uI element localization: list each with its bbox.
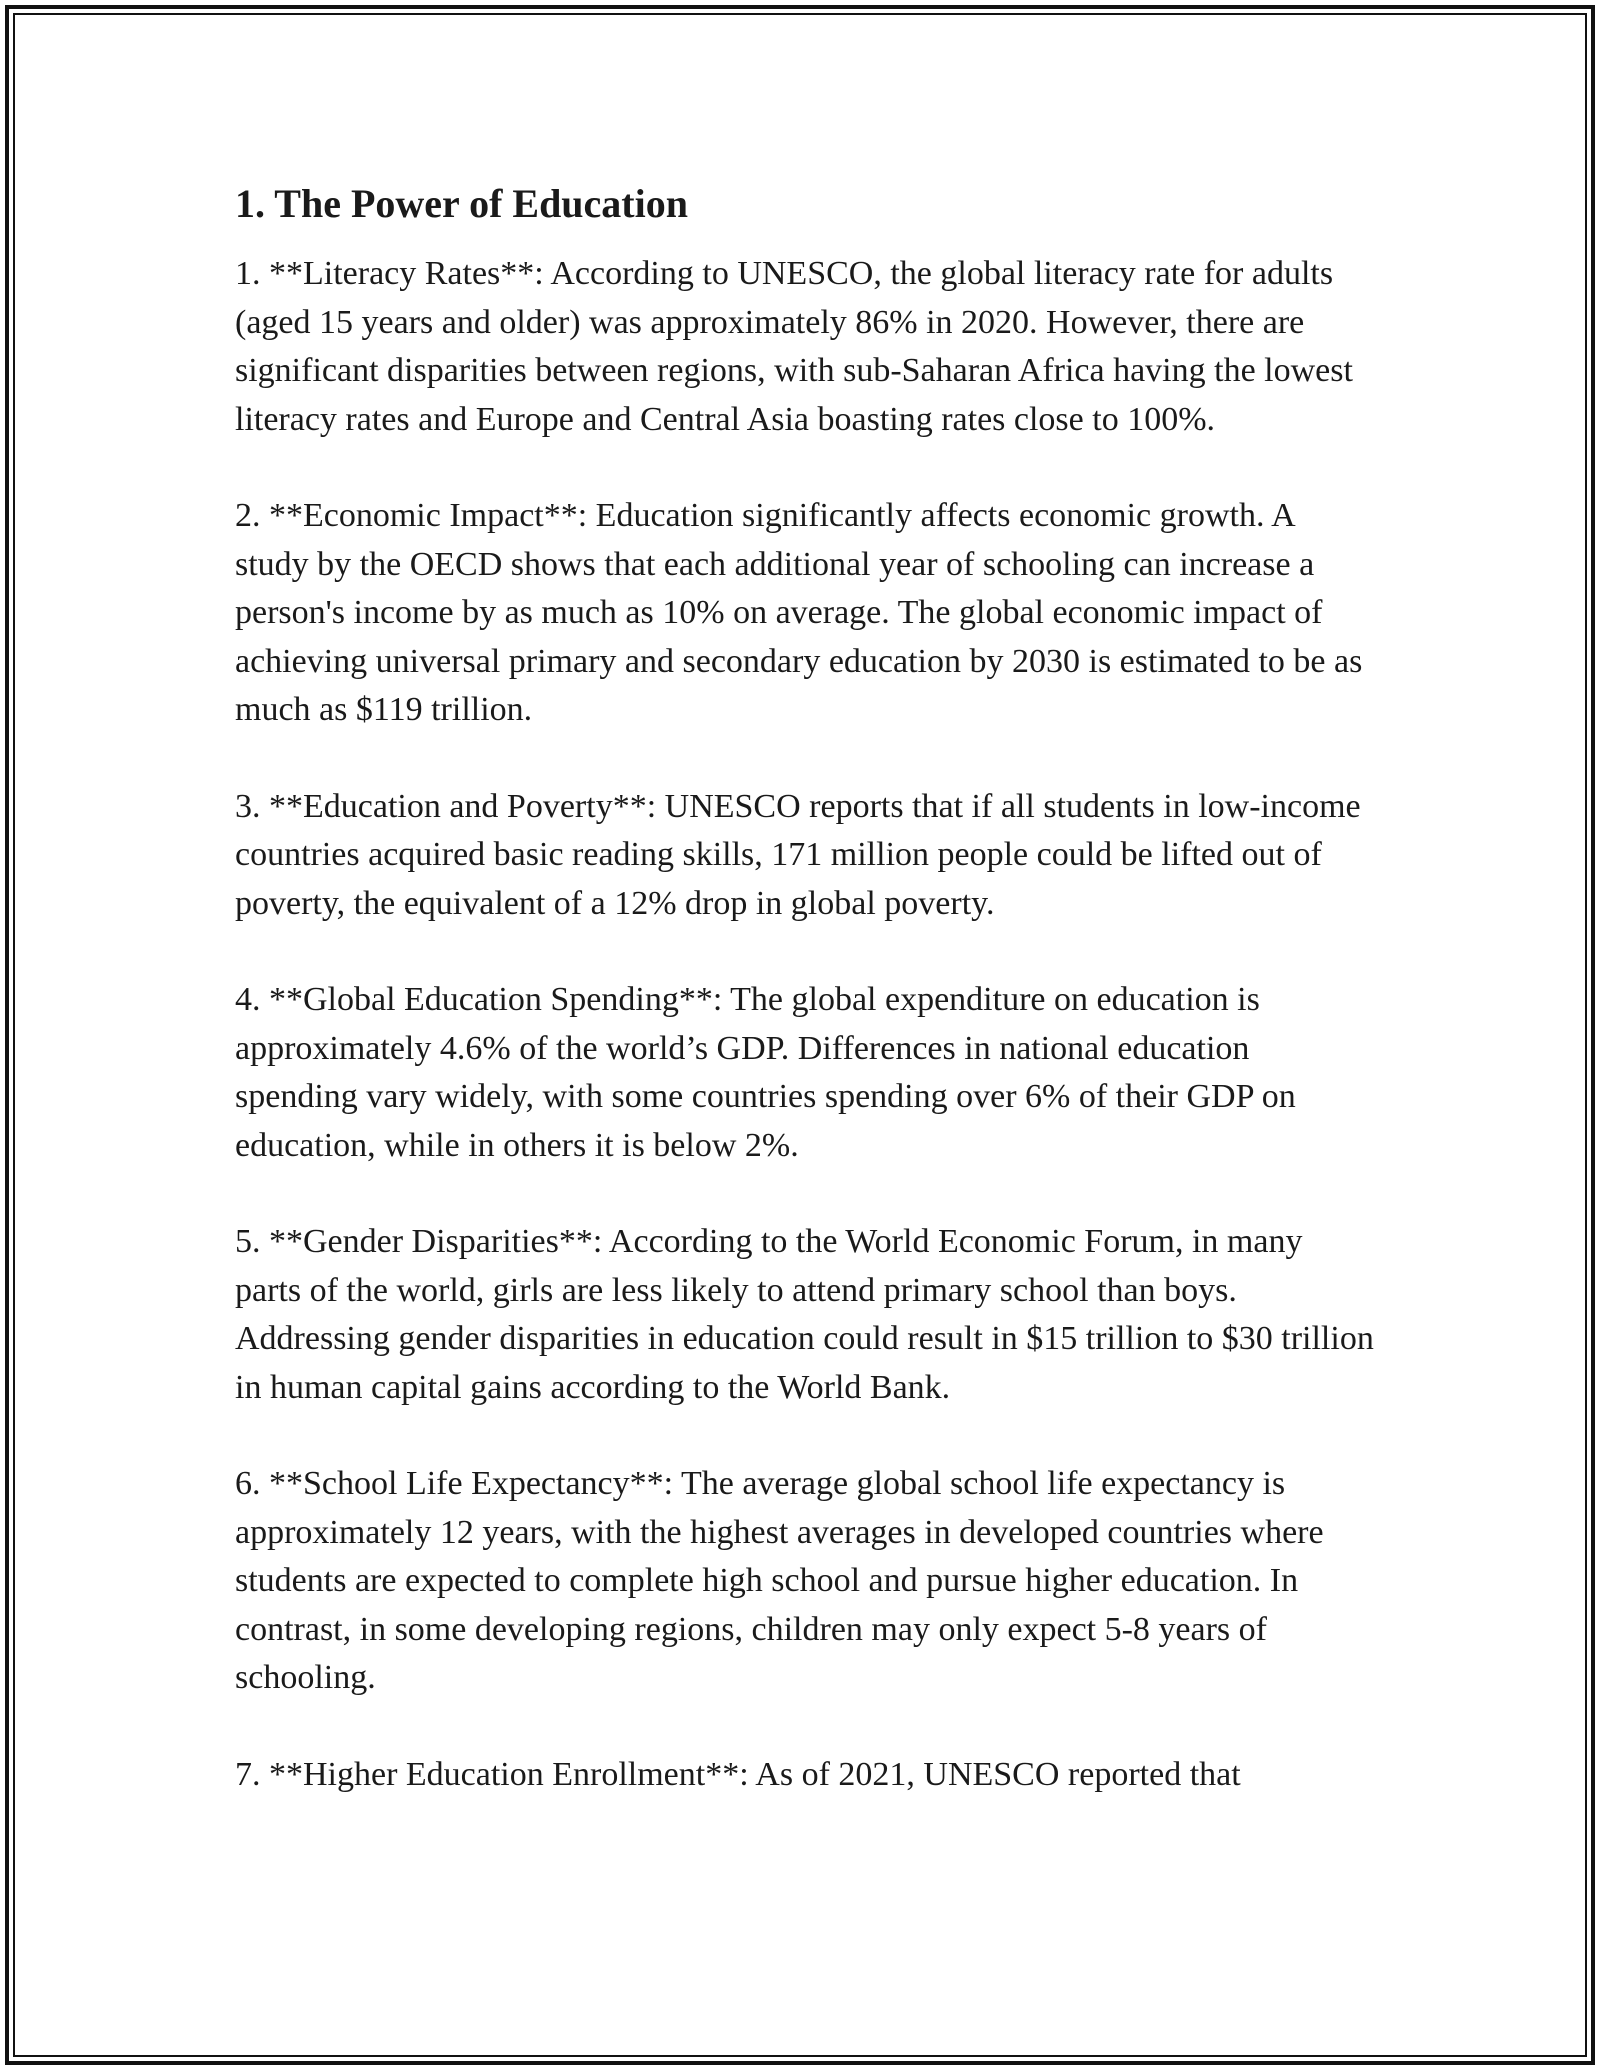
page-title: 1. The Power of Education — [235, 181, 688, 226]
paragraph-global-education-spending: 4. **Global Education Spending**: The global expenditure on education is approximately 4.6% of the world’s GDP. Differences in national education spending vary widely, with some countries spending over 6% of their GDP on education, while in others it is below 2%. — [235, 981, 1296, 1164]
paragraph-gender-disparities: 5. **Gender Disparities**: According to the World Economic Forum, in many parts of the world, girls are less likely to attend primary school than boys. Addressing gender disparities in education could result in $15 trillion to $30 trillion in human capital gains according to the World Bank. — [235, 1223, 1374, 1406]
paragraph-education-and-poverty: 3. **Education and Poverty**: UNESCO reports that if all students in low-income countries acquired basic reading skills, 171 million people could be lifted out of poverty, the equivalent of a 12% drop in global poverty. — [235, 787, 1361, 922]
paragraph-economic-impact: 2. **Economic Impact**: Education significantly affects economic growth. A study by the OECD shows that each additional year of schooling can increase a person's income by as much as 10% on average. The global economic impact of achieving universal primary and secondary education by 2030 is estimated to be as much as $119 trillion. — [235, 497, 1363, 728]
paragraph-higher-education-enrollment: 7. **Higher Education Enrollment**: As of 2021, UNESCO reported that — [235, 1755, 1241, 1793]
paragraph-school-life-expectancy: 6. **School Life Expectancy**: The average global school life expectancy is approximately 12 years, with the highest averages in developed countries where students are expected to complete high school and pursue higher education. In contrast, in some developing regions, children may only expect 5-8 years of schooling. — [235, 1465, 1324, 1696]
paragraph-literacy-rates: 1. **Literacy Rates**: According to UNESCO, the global literacy rate for adults (aged 15 years and older) was approximately 86% in 2020. However, there are significant disparities between regions, with sub-Saharan Africa having the lowest literacy rates and Europe and Central Asia boasting rates close to 100%. — [235, 255, 1353, 438]
document-body — [235, 180, 1375, 1847]
